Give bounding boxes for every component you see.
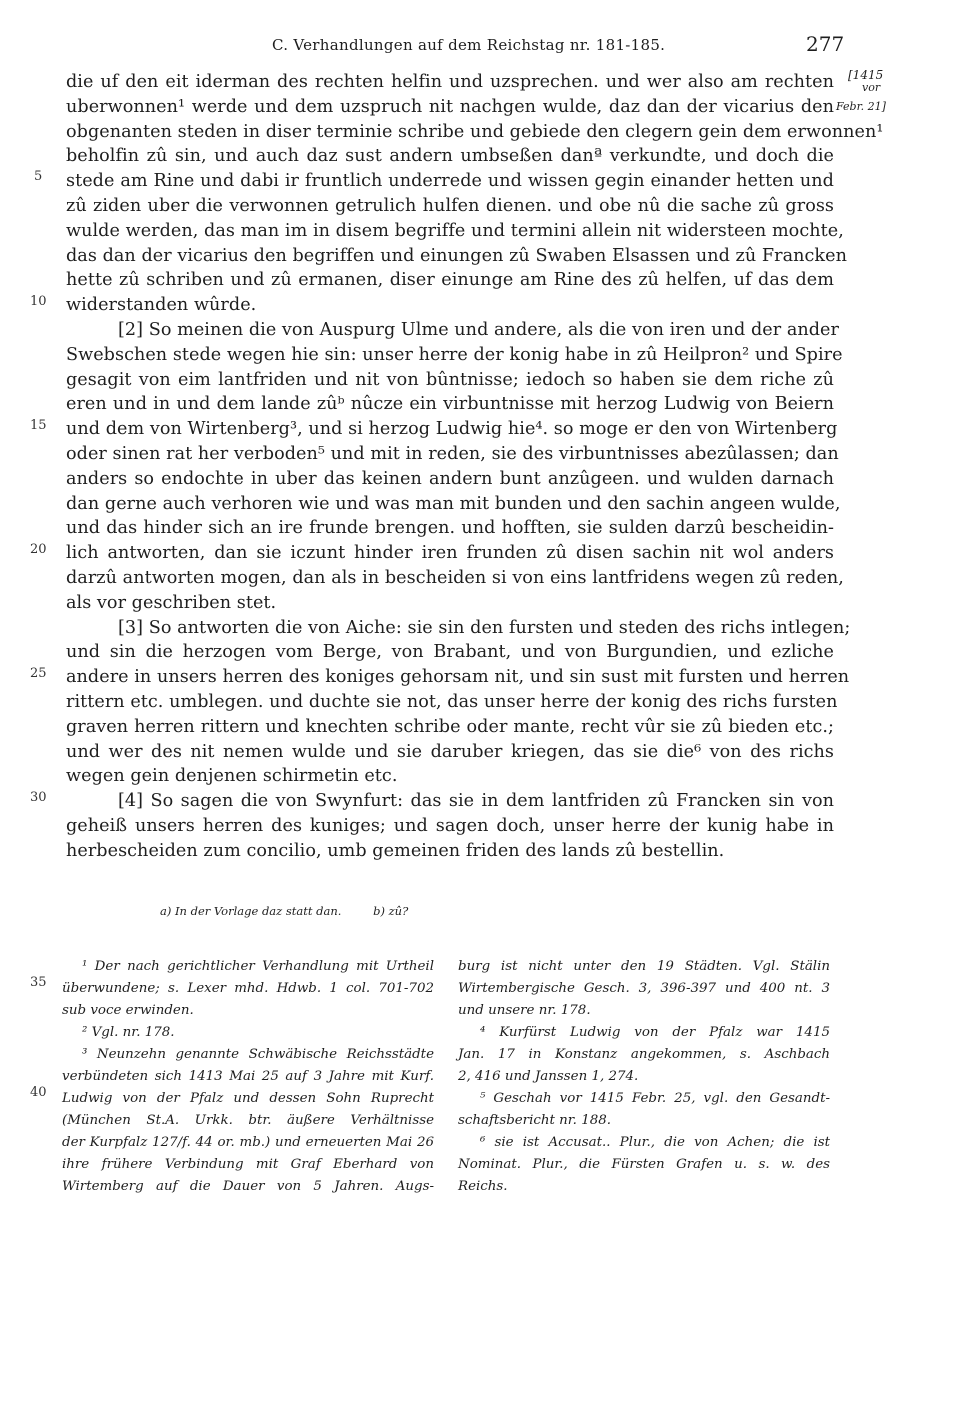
footnote-line: ⁴ Kurfürst Ludwig von der Pfalz war 1415 xyxy=(480,1025,830,1040)
text-line: und das hinder sich an ire frunde brengen. und hofften, sie sulden darzû bescheidin- xyxy=(66,518,834,539)
line-number-15: 15 xyxy=(30,418,47,433)
line-number-40: 40 xyxy=(30,1085,47,1100)
footnotes-left-column xyxy=(62,956,434,1198)
paragraph-start-3: [3] So antworten die von Aiche: sie sin den fursten und steden des richs intlegen; xyxy=(118,617,851,638)
footnote-line: Wirtembergische Gesch. 3, 396-397 und 400 nt. 3 xyxy=(458,981,830,996)
margin-date-line1: [1415 xyxy=(848,68,884,82)
line-number-25: 25 xyxy=(30,666,47,681)
line-number-35: 35 xyxy=(30,975,47,990)
footnote-line: ⁵ Geschah vor 1415 Febr. 25, vgl. den Gesandt- xyxy=(480,1091,830,1106)
footnote-line: Nominat. Plur., die Fürsten Grafen u. s. w. des xyxy=(458,1157,830,1172)
text-line: hette zû schriben und zû ermanen, diser einunge am Rine des zû helfen, uf das dem xyxy=(66,270,834,291)
text-line: widerstanden wûrde. xyxy=(66,295,257,316)
text-line: das dan der vicarius den begriffen und einungen zû Swaben Elsassen und zû Francken xyxy=(66,245,847,266)
footnote-line: 2, 416 und Janssen 1, 274. xyxy=(458,1069,639,1084)
text-line: uberwonnen¹ werde und dem uzspruch nit nachgen wulde, daz dan der vicarius den xyxy=(66,96,834,117)
margin-date-line3: Febr. 21] xyxy=(836,100,886,113)
text-line: wulde werden, das man im in disem begriffe und termini allein nit widersteen mochte, xyxy=(66,220,844,241)
textual-notes xyxy=(160,904,436,918)
header-title: C. Verhandlungen auf dem Reichstag nr. 181-185. xyxy=(272,36,666,54)
footnote-line: und unsere nr. 178. xyxy=(458,1003,591,1018)
running-header xyxy=(0,30,960,60)
text-line: dan gerne auch verhoren wie und was man mit bunden und den sachin angeen wulde, xyxy=(66,493,841,514)
text-line: graven herren rittern und knechten schribe oder mante, recht vûr sie zû bieden etc.; xyxy=(66,716,834,737)
footnotes-right-column xyxy=(458,956,830,1198)
line-number-10: 10 xyxy=(30,294,47,309)
footnote-line: burg ist nicht unter den 19 Städten. Vgl. Stälin xyxy=(458,959,830,974)
text-line: und wer des nit nemen wulde und sie daruber kriegen, das sie die⁶ von des richs xyxy=(66,741,834,762)
footnote-line: ² Vgl. nr. 178. xyxy=(82,1025,175,1040)
footnote-line: ihre frühere Verbindung mit Graf Eberhard von xyxy=(62,1157,434,1172)
text-line: eren und in und dem lande zûᵇ nûcze ein virbuntnisse mit herzog Ludwig von Beiern xyxy=(66,394,834,415)
text-line: Swebschen stede wegen hie sin: unser herre der konig habe in zû Heilpron² und Spire xyxy=(66,344,843,365)
text-line: und sin die herzogen vom Berge, von Brabant, und von Burgundien, und ezliche xyxy=(66,642,834,663)
footnote-line: Reichs. xyxy=(458,1179,508,1194)
text-line: die uf den eit iderman des rechten helfin und uzsprechen. und wer also am rechten xyxy=(66,72,834,92)
text-line: andere in unsers herren des koniges gehorsam nit, und sin sust mit fursten und herren xyxy=(66,667,850,688)
footnote-line: Jan. 17 in Konstanz angekommen, s. Aschbach xyxy=(458,1047,830,1062)
text-line: herbescheiden zum concilio, umb gemeinen friden des lands zû bestellin. xyxy=(66,840,725,861)
text-note-b: b) zû? xyxy=(373,904,409,918)
footnote-line: Ludwig von der Pfalz und dessen Sohn Ruprecht xyxy=(62,1091,434,1106)
footnote-line: schaftsbericht nr. 188. xyxy=(458,1113,612,1128)
footnote-line: ³ Neunzehn genannte Schwäbische Reichsstädte xyxy=(82,1047,434,1062)
text-line: und dem von Wirtenberg³, und si herzog Ludwig hie⁴. so moge er den von Wirtenberg xyxy=(66,419,838,440)
text-line: geheiß unsers herren des kuniges; und sagen doch, unser herre der kunig habe in xyxy=(66,815,834,836)
text-line: wegen gein denjenen schirmetin etc. xyxy=(66,766,398,787)
text-line: stede am Rine und dabi ir fruntlich underrede und wissen gegin einander hetten und xyxy=(66,171,834,192)
footnote-line: verbündeten sich 1413 Mai 25 auf 3 Jahre mit Kurf. xyxy=(62,1069,434,1084)
line-number-30: 30 xyxy=(30,790,47,805)
text-line: beholfin zû sin, und auch daz sust andern umbseßen danª verkundte, und doch die xyxy=(66,146,834,167)
text-line: darzû antworten mogen, dan als in bescheiden si von eins lantfridens wegen zû reden, xyxy=(66,567,844,588)
footnote-line: (München St.A. Urkk. btr. äußere Verhältnisse xyxy=(62,1113,434,1128)
text-line: lich antworten, dan sie iczunt hinder iren frunden zû disen sachin nit wol anders xyxy=(66,543,834,564)
margin-date-line2: vor xyxy=(862,81,881,94)
text-line: als vor geschriben stet. xyxy=(66,592,277,613)
page-number: 277 xyxy=(806,32,845,56)
text-line: rittern etc. umblegen. und duchte sie not, das unser herre der konig des richs fursten xyxy=(66,691,838,712)
text-line: zû ziden uber die verwonnen getrulich hulfen dienen. und obe nû die sache zû gross xyxy=(66,195,834,216)
text-line: oder sinen rat her verboden⁵ und mit in reden, sie des virbuntnisses abezûlassen; dan xyxy=(66,443,839,464)
footnote-line: ¹ Der nach gerichtlicher Verhandlung mit Urtheil xyxy=(82,959,434,974)
footnote-line: ⁶ sie ist Accusat.. Plur., die von Achen; die ist xyxy=(480,1135,830,1150)
footnote-line: Wirtemberg auf die Dauer von 5 Jahren. Augs- xyxy=(62,1179,434,1194)
paragraph-start-2: [2] So meinen die von Auspurg Ulme und andere, als die von iren und der ander xyxy=(118,319,839,340)
text-line: gesagit von eim lantfriden und nit von bûntnisse; iedoch so haben sie dem riche zû xyxy=(66,369,834,390)
paragraph-start-4: [4] So sagen die von Swynfurt: das sie in dem lantfriden zû Francken sin von xyxy=(118,791,834,812)
footnote-line: überwundene; s. Lexer mhd. Hdwb. 1 col. 701-702 xyxy=(62,981,434,996)
text-line: anders so endochte in uber das keinen andern bunt anzûgeen. und wulden darnach xyxy=(66,468,834,489)
text-note-a: a) In der Vorlage daz statt dan. xyxy=(160,904,342,918)
text-line: obgenanten steden in diser terminie schribe und gebiede den clegern gein dem erwonnen¹ xyxy=(66,121,884,142)
footnote-line: der Kurpfalz 127/f. 44 or. mb.) und erneuerten Mai 26 xyxy=(62,1135,434,1150)
footnote-line: sub voce erwinden. xyxy=(62,1003,194,1018)
line-number-20: 20 xyxy=(30,542,47,557)
line-number-5: 5 xyxy=(34,169,43,184)
